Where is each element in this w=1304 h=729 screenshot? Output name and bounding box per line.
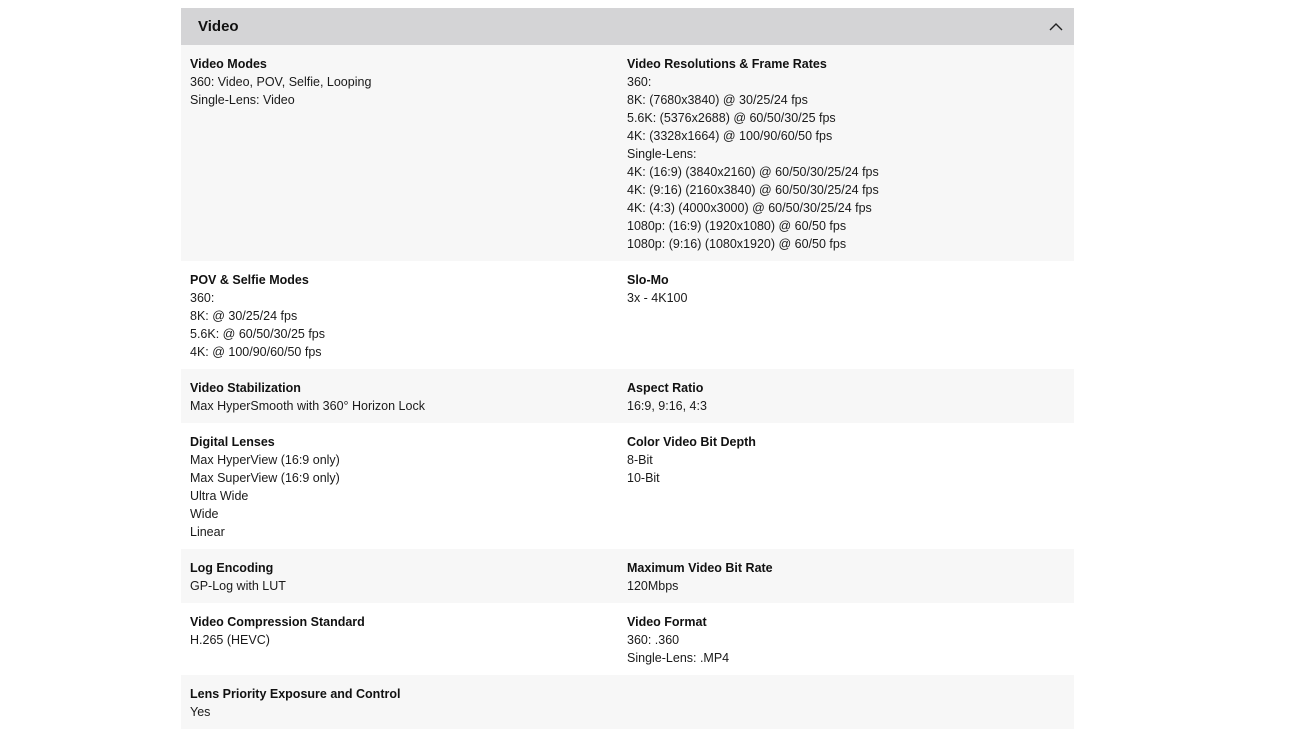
spec-value: 3x - 4K100 [627,291,688,305]
spec-label: Video Resolutions & Frame Rates [627,57,827,71]
video-section-header[interactable] [181,8,1074,45]
spec-cell [627,379,1074,415]
spec-value: 1080p: (16:9) (1920x1080) @ 60/50 fps [627,219,847,233]
spec-value: 4K: (9:16) (2160x3840) @ 60/50/30/25/24 fps [627,183,879,197]
spec-cell [190,613,627,667]
spec-value: 120Mbps [627,579,679,593]
spec-cell [627,433,1074,541]
spec-value: Yes [190,705,211,719]
spec-value: Max SuperView (16:9 only) [190,471,340,485]
spec-value: 5.6K: (5376x2688) @ 60/50/30/25 fps [627,111,836,125]
section-title: Video [198,18,239,35]
spec-row [181,261,1074,369]
spec-cell [190,559,627,595]
spec-value: 8K: (7680x3840) @ 30/25/24 fps [627,93,808,107]
spec-value: 4K: (16:9) (3840x2160) @ 60/50/30/25/24 fps [627,165,879,179]
spec-row [181,423,1074,549]
spec-cell [190,55,627,253]
spec-cell [190,271,627,361]
spec-value: 8K: @ 30/25/24 fps [190,309,298,323]
spec-cell [190,685,627,721]
spec-label: Color Video Bit Depth [627,435,756,449]
spec-value: GP-Log with LUT [190,579,286,593]
spec-value: Max HyperSmooth with 360° Horizon Lock [190,399,425,413]
spec-label: Log Encoding [190,561,274,575]
spec-cell [627,271,1074,361]
spec-value: Max HyperView (16:9 only) [190,453,340,467]
spec-cell [627,559,1074,595]
spec-row [181,549,1074,603]
spec-row [181,369,1074,423]
chevron-up-icon[interactable] [1048,19,1064,35]
spec-value: Single-Lens: .MP4 [627,651,730,665]
spec-value: 8-Bit [627,453,653,467]
spec-cell [627,613,1074,667]
spec-value: 10-Bit [627,471,660,485]
spec-value: Single-Lens: [627,147,697,161]
spec-value: Wide [190,507,219,521]
spec-value: Single-Lens: Video [190,93,295,107]
spec-label: Video Compression Standard [190,615,365,629]
spec-value: 360: Video, POV, Selfie, Looping [190,75,372,89]
spec-label: POV & Selfie Modes [190,273,309,287]
spec-value: 360: [627,75,652,89]
spec-row [181,603,1074,675]
spec-cell [190,379,627,415]
spec-label: Video Stabilization [190,381,301,395]
spec-label: Video Modes [190,57,267,71]
spec-value: Linear [190,525,225,539]
spec-value: 4K: (4:3) (4000x3000) @ 60/50/30/25/24 fps [627,201,872,215]
video-spec-accordion [181,8,1074,729]
spec-row [181,45,1074,261]
spec-row [181,675,1074,729]
spec-value: 4K: @ 100/90/60/50 fps [190,345,322,359]
spec-value: H.265 (HEVC) [190,633,270,647]
spec-value: 5.6K: @ 60/50/30/25 fps [190,327,326,341]
spec-label: Digital Lenses [190,435,275,449]
spec-cell [190,433,627,541]
spec-value: 1080p: (9:16) (1080x1920) @ 60/50 fps [627,237,847,251]
spec-table [181,45,1074,729]
spec-label: Lens Priority Exposure and Control [190,687,401,701]
spec-value: 360: .360 [627,633,680,647]
spec-label: Slo-Mo [627,273,669,287]
spec-value: Ultra Wide [190,489,249,503]
spec-label: Video Format [627,615,707,629]
spec-cell [627,55,1074,253]
spec-cell [627,685,1074,721]
spec-value: 16:9, 9:16, 4:3 [627,399,707,413]
spec-label: Aspect Ratio [627,381,704,395]
spec-label: Maximum Video Bit Rate [627,561,773,575]
spec-value: 4K: (3328x1664) @ 100/90/60/50 fps [627,129,833,143]
spec-value: 360: [190,291,215,305]
